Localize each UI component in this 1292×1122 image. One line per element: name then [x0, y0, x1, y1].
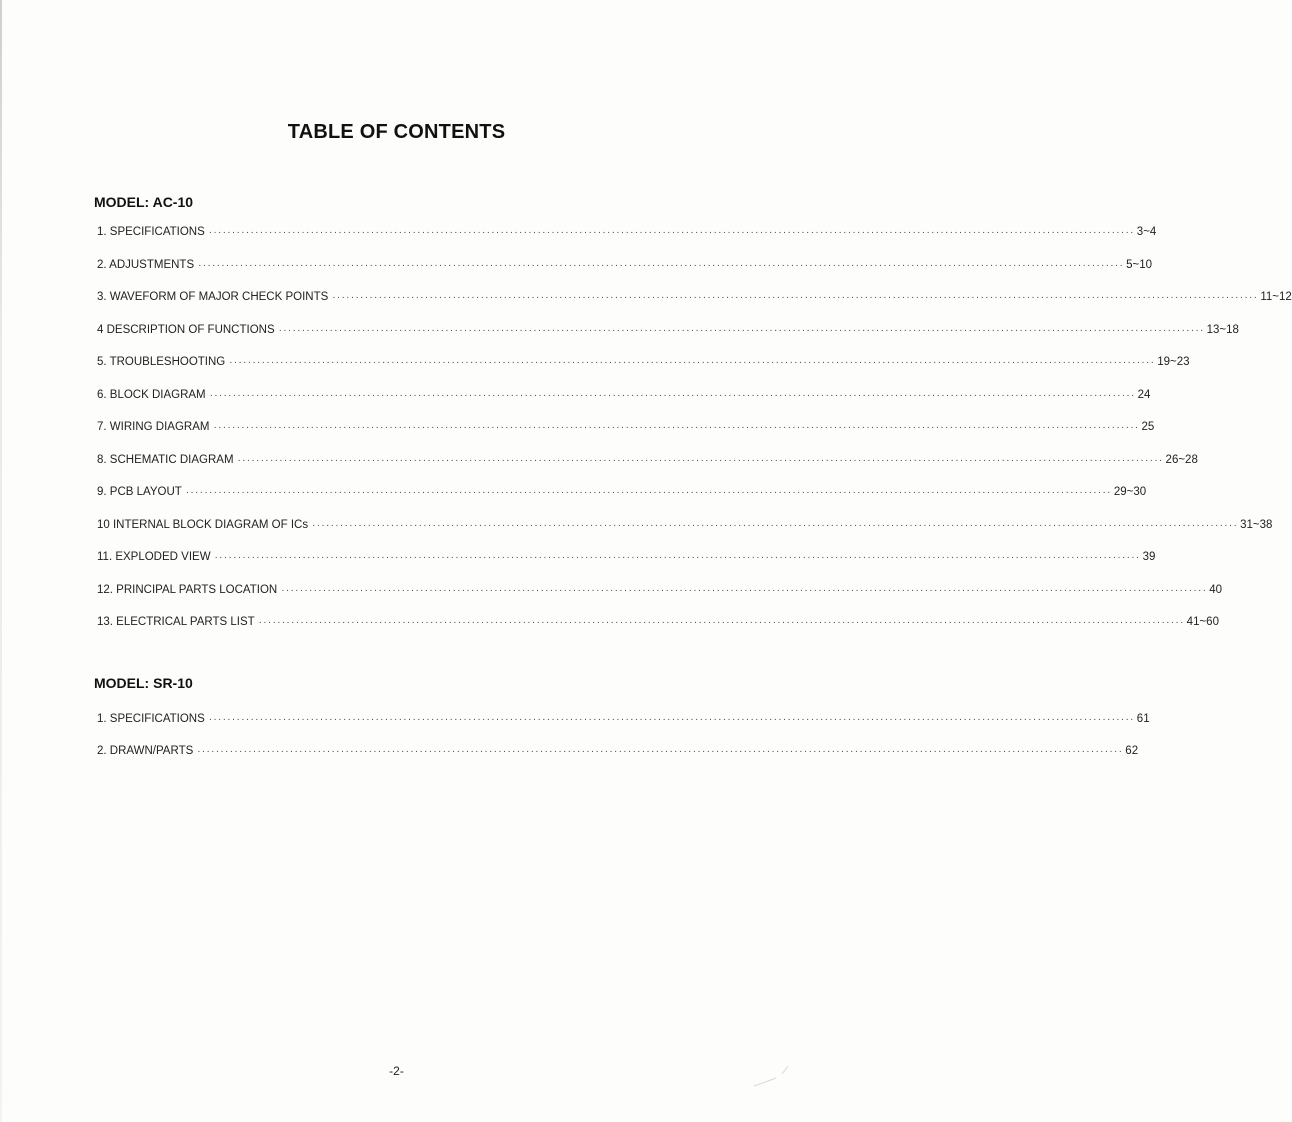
toc-entry-page: 29~30 [1113, 486, 1147, 498]
toc-entry-label: 2. DRAWN/PARTS [97, 745, 194, 757]
toc-dot-leader: ········································································································································································································ [208, 714, 1135, 725]
toc-dot-leader: ········································································································································································································ [312, 519, 1239, 531]
toc-entry [97, 486, 1147, 502]
toc-dot-leader: ········································································································································································································ [229, 357, 1156, 368]
toc-entry-page: 31~38 [1240, 518, 1273, 531]
toc-dot-leader: ········································································································································································································ [278, 324, 1205, 336]
toc-entry-label: 3. WAVEFORM OF MAJOR CHECK POINTS [97, 291, 329, 303]
toc-dot-leader: ········································································································································································································ [213, 422, 1140, 433]
toc-entry [97, 258, 1153, 275]
toc-entry-label: 8. SCHEMATIC DIAGRAM [97, 453, 234, 466]
toc-entry-label: 11. EXPLODED VIEW [97, 551, 211, 563]
toc-entry-page: 24 [1137, 388, 1151, 401]
toc-entry [97, 453, 1198, 470]
toc-dot-leader: ········································································································································································································ [208, 227, 1135, 238]
toc-entry-page: 61 [1136, 713, 1150, 725]
toc-entry-label: 6. BLOCK DIAGRAM [97, 388, 206, 401]
toc-entry-label: 2. ADJUSTMENTS [97, 258, 195, 271]
toc-dot-leader: ········································································································································································································ [214, 552, 1141, 563]
toc-dot-leader: ········································································································································································································ [209, 389, 1136, 401]
scan-mark [752, 1062, 792, 1090]
toc-entry-page: 62 [1125, 745, 1139, 757]
toc-entry-page: 26~28 [1165, 453, 1198, 466]
page-number: -2- [389, 1064, 404, 1078]
toc-entry-label: 4 DESCRIPTION OF FUNCTIONS [97, 323, 275, 336]
toc-entry [97, 551, 1156, 567]
toc-entry-page: 19~23 [1157, 356, 1190, 368]
toc-entry-page: 13~18 [1206, 323, 1239, 336]
toc-entry [97, 518, 1273, 535]
toc-entry-page: 39 [1142, 551, 1156, 563]
toc-entry-page: 3~4 [1136, 226, 1157, 238]
toc-entry-page: 25 [1141, 421, 1155, 433]
toc-entry-label: 10 INTERNAL BLOCK DIAGRAM OF ICs [97, 518, 309, 531]
toc-entry [97, 713, 1150, 729]
toc-entry [97, 745, 1139, 761]
toc-entry [97, 226, 1157, 242]
section-heading-ac-10: MODEL: AC-10 [94, 194, 194, 210]
toc-entry [97, 323, 1239, 340]
toc-entry-label: 5. TROUBLESHOOTING [97, 356, 226, 368]
toc-entry-label: 1. SPECIFICATIONS [97, 226, 205, 238]
toc-entry [97, 356, 1190, 372]
toc-entry-page: 5~10 [1126, 258, 1153, 271]
toc-dot-leader: ········································································································································································································ [198, 259, 1125, 271]
page-edge-shadow [0, 0, 2, 1122]
toc-entry-page: 40 [1209, 583, 1223, 596]
toc-dot-leader: ········································································································································································································ [258, 617, 1185, 628]
toc-dot-leader: ········································································································································································································ [197, 746, 1124, 757]
toc-entry-label: 1. SPECIFICATIONS [97, 713, 205, 725]
toc-dot-leader: ········································································································································································································ [332, 292, 1259, 303]
toc-entry [97, 616, 1219, 632]
toc-entry [97, 583, 1223, 600]
toc-entry-label: 12. PRINCIPAL PARTS LOCATION [97, 583, 278, 596]
toc-entry [97, 421, 1155, 437]
section-heading-sr-10: MODEL: SR-10 [94, 675, 193, 691]
toc-dot-leader: ········································································································································································································ [281, 584, 1208, 596]
toc-entry-label: 7. WIRING DIAGRAM [97, 421, 210, 433]
toc-entry [97, 388, 1151, 405]
toc-entry-label: 13. ELECTRICAL PARTS LIST [97, 616, 255, 628]
toc-entry-page: 41~60 [1186, 616, 1219, 628]
toc-dot-leader: ········································································································································································································ [185, 487, 1112, 498]
toc-entry-label: 9. PCB LAYOUT [97, 486, 182, 498]
toc-entry-page: 11~12 [1260, 291, 1292, 303]
toc-dot-leader: ········································································································································································································ [237, 454, 1164, 466]
page-title: TABLE OF CONTENTS [287, 121, 506, 143]
toc-entry [97, 291, 1292, 307]
